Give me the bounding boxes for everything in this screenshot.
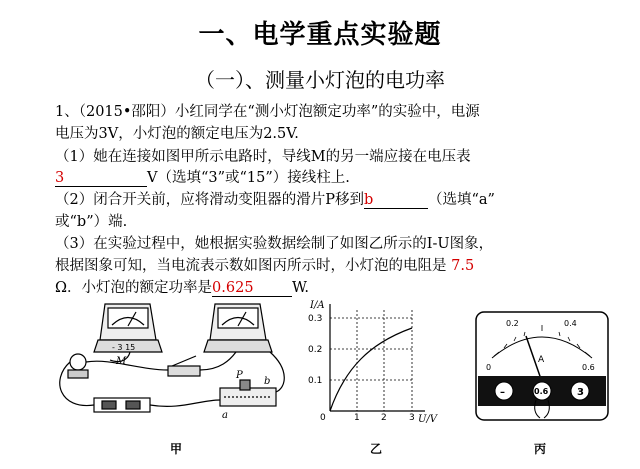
figure-ammeter-dial xyxy=(474,310,610,422)
dial-scale-0.2: 0.2 xyxy=(506,319,519,328)
rheostat-a-label: a xyxy=(222,410,228,421)
dial-scale-0: 0 xyxy=(486,363,492,372)
y-tick-0.2: 0.2 xyxy=(308,345,323,355)
ammeter-icon xyxy=(204,304,272,352)
battery-icon xyxy=(94,398,150,412)
caption-bing: 丙 xyxy=(534,442,547,456)
answer-2: b xyxy=(363,192,374,208)
iu-curve xyxy=(330,328,412,411)
section-subtitle: （一）、测量小灯泡的电功率 xyxy=(195,68,445,92)
figure-iu-graph xyxy=(300,298,440,423)
problem-line-9: Ω．小灯泡的额定功率是0.625 W. xyxy=(55,280,310,296)
x-axis-label: U/V xyxy=(418,414,438,423)
answer-blank-4 xyxy=(212,280,292,297)
problem-line-6: 或“b”）端. xyxy=(55,214,128,230)
iu-graph xyxy=(300,298,440,423)
dial-scale-0.6: 0.6 xyxy=(582,363,595,372)
caption-yi: 乙 xyxy=(370,442,383,456)
answer-4: 0.625 xyxy=(212,280,254,296)
y-tick-0.1: 0.1 xyxy=(308,376,323,386)
y-axis-label: I/A xyxy=(310,300,325,311)
wire-m-label: M xyxy=(116,356,127,367)
terminal-negative-label: – xyxy=(500,387,505,398)
answer-blank-1 xyxy=(55,170,147,187)
problem-line-1: 1、（2015•邵阳）小红同学在“测小灯泡额定功率”的实验中，电源 xyxy=(55,104,480,120)
answer-1: 3 xyxy=(55,170,65,186)
figure-circuit xyxy=(50,300,290,430)
problem-line-3: （1）她在连接如图甲所示电路时，导线M的另一端应接在电压表 xyxy=(55,149,471,165)
x-tick-2: 2 xyxy=(381,413,387,423)
terminal-3-label: 3 xyxy=(577,387,584,398)
dial-scale-0.4: 0.4 xyxy=(564,319,577,328)
problem-line-8: 根据图象可知，当电流表示数如图丙所示时，小灯泡的电阻是 7.5 xyxy=(55,258,475,274)
terminal-0.6-label: 0.6 xyxy=(534,387,549,396)
problem-line-7: （3）在实验过程中，她根据实验数据绘制了如图乙所示的I-U图象， xyxy=(55,236,494,252)
answer-blank-2 xyxy=(364,192,428,209)
page-title: 一、电学重点实验题 xyxy=(198,20,442,50)
voltmeter-terminal-labels: - 3 15 xyxy=(112,343,136,352)
origin-label: 0 xyxy=(320,413,326,423)
dial-unit: A xyxy=(538,355,545,365)
ammeter-dial xyxy=(474,310,610,422)
x-tick-3: 3 xyxy=(409,413,415,423)
y-tick-0.3: 0.3 xyxy=(308,314,323,324)
rheostat-b-label: b xyxy=(264,376,271,387)
problem-line-2: 电压为3V，小灯泡的额定电压为2.5V. xyxy=(55,126,299,142)
x-tick-1: 1 xyxy=(354,413,360,423)
switch-icon xyxy=(168,356,200,376)
circuit-drawing xyxy=(50,300,290,430)
caption-jia: 甲 xyxy=(170,442,183,456)
problem-line-5: （2）闭合开关前，应将滑动变阻器的滑片P移到b （选填“a” xyxy=(55,192,495,208)
bulb-icon xyxy=(68,354,88,378)
rheostat-p-label: P xyxy=(236,370,243,381)
graph-grid xyxy=(330,310,412,411)
answer-3: 7.5 xyxy=(451,258,475,274)
problem-line-4: 3 V（选填“3”或“15”）接线柱上. xyxy=(55,170,350,186)
